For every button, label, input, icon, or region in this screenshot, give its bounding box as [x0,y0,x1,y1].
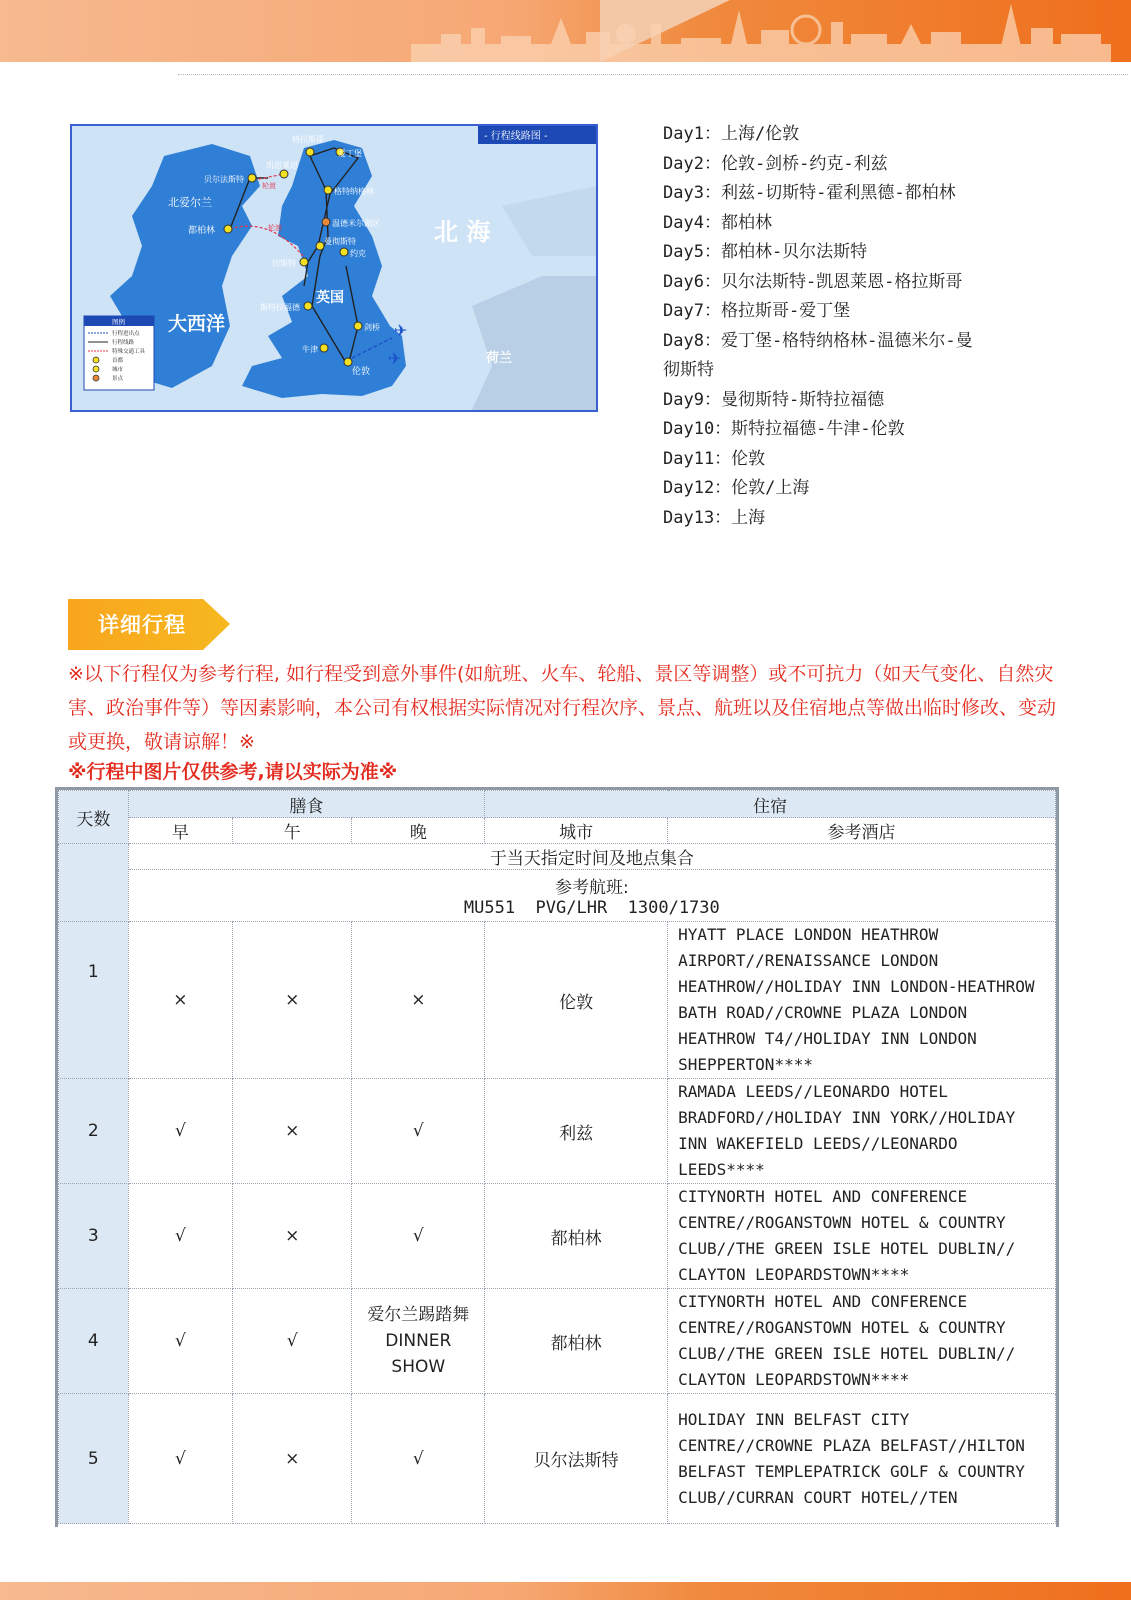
header-city: 城市 [485,818,668,844]
map-city-belfast: 贝尔法斯特 [204,175,244,184]
image-notice: ※行程中图片仅供参考,请以实际为准※ [68,761,398,783]
disclaimer-notice: ※以下行程仅为参考行程, 如行程受到意外事件(如航班、火车、轮船、景区等调整）或不可抗力（如天气变化、自然灾害、政治事件等）等因素影响，本公司有权根据实际情况对行程次序、景点、航班以及住宿地点等做出临时修改、变动或更换，敬请谅解！※ [68,663,1057,753]
legend-item: 行程线路 [112,340,135,346]
section-heading [68,599,230,650]
day-number: 3 [59,1184,129,1289]
header-dinner: 晚 [352,818,485,844]
lunch-cell: × [233,1184,352,1289]
itinerary-item: Day13：上海 [663,507,766,528]
city-cell: 利兹 [485,1079,668,1184]
map-city-london: 伦敦 [352,367,371,377]
header-divider [178,74,1128,75]
map-label-uk: 英国 [316,290,344,306]
route-map-graphic [72,126,596,410]
itinerary-item: Day12：伦敦/上海 [663,478,810,498]
flight-title: 参考航班: [554,878,629,898]
table-row [59,1079,1056,1184]
table-row [59,1184,1056,1289]
header-hotel: 参考酒店 [668,818,1056,844]
breakfast-cell: √ [128,1184,232,1289]
dinner-cell: √ [352,1184,485,1289]
city-cell: 都柏林 [485,1184,668,1289]
map-city-cairnryan: 凯恩莱恩 [266,161,298,170]
flight-info [128,870,1055,922]
map-city-oxford: 牛津 [302,345,318,354]
hotel-cell: CITYNORTH HOTEL AND CONFERENCE CENTRE//ROGANSTOWN HOTEL & COUNTRY CLUB//THE GREEN ISLE HOTEL DUBLIN// CLAYTON LEOPARDSTOWN**** [668,1184,1056,1289]
table-row [59,1289,1056,1394]
hotel-cell: HYATT PLACE LONDON HEATHROW AIRPORT//RENAISSANCE LONDON HEATHROW//HOLIDAY INN LONDON-HEATHROW BATH ROAD//CROWNE PLAZA LONDON HEATHROW T4//HOLIDAY INN LONDON SHEPPERTON**** [668,922,1056,1079]
map-city-windermere: 温德米尔湖区 [332,219,380,228]
map-ferry-label-2: 轮渡 [268,224,282,232]
map-label-northern-ireland: 北爱尔兰 [168,196,212,209]
gather-note: 于当天指定时间及地点集合 [128,844,1055,870]
breakfast-cell: √ [128,1079,232,1184]
legend-item: 行程进出点 [112,331,140,337]
map-ferry-label: 轮渡 [262,182,276,190]
dinner-cell: √ [352,1394,485,1524]
plane-icon: ✈ [394,321,408,340]
itinerary-item: Day8：爱丁堡-格特纳格林-温德米尔-曼 [663,330,973,351]
hotel-cell: CITYNORTH HOTEL AND CONFERENCE CENTRE//ROGANSTOWN HOTEL & COUNTRY CLUB//THE GREEN ISLE HOTEL DUBLIN// CLAYTON LEOPARDSTOWN**** [668,1289,1056,1394]
map-city-dublin: 都柏林 [188,226,216,236]
lunch-cell: × [233,1394,352,1524]
itinerary-item: Day4：都柏林 [663,212,772,233]
map-label-atlantic: 大西洋 [168,313,226,335]
city-skyline-illustration [411,4,1111,62]
itinerary-item: Day10：斯特拉福德-牛津-伦敦 [663,419,905,439]
legend-item: 景点 [112,376,124,382]
table-row [59,922,1056,1079]
legend-item: 首都 [112,358,124,364]
dinner-cell: 爱尔兰踢踏舞DINNER SHOW [352,1289,485,1394]
section-heading-title: 详细行程 [98,613,186,637]
map-city-stratford: 斯特拉福德 [260,303,300,312]
breakfast-cell: √ [128,1394,232,1524]
map-title-tag: - 行程线路图 - [484,131,548,142]
dinner-cell: √ [352,1079,485,1184]
itinerary-item: Day2：伦敦-剑桥-约克-利兹 [663,153,888,174]
header-breakfast: 早 [128,818,232,844]
legend-title: 图例 [112,318,125,326]
map-city-edinburgh: 爱丁堡 [338,149,362,158]
breakfast-cell: √ [128,1289,232,1394]
itinerary-item: Day9：曼彻斯特-斯特拉福德 [663,389,885,410]
lunch-cell: × [233,1079,352,1184]
hotel-cell: HOLIDAY INN BELFAST CITY CENTRE//CROWNE PLAZA BELFAST//HILTON BELFAST TEMPLEPATRICK GOLF & COUNTRY CLUB//CURRAN COURT HOTEL//TEN [668,1394,1056,1524]
schedule-table [58,790,1056,1524]
flight-number: MU551 PVG/LHR 1300/1730 [463,898,720,918]
itinerary-item: Day6：贝尔法斯特-凯恩莱恩-格拉斯哥 [663,271,963,292]
day-number: 4 [59,1289,129,1394]
itinerary-list [663,120,1043,533]
itinerary-item: Day7：格拉斯哥-爱丁堡 [663,301,851,321]
legend-item: 城市 [112,367,124,373]
map-city-york: 约克 [350,249,366,258]
header-day: 天数 [59,791,129,844]
map-city-manchester: 曼彻斯特 [324,237,356,246]
itinerary-item: Day5：都柏林-贝尔法斯特 [663,242,868,262]
map-label-north-sea: 北 海 [434,218,491,246]
city-cell: 贝尔法斯特 [485,1394,668,1524]
header-meals: 膳食 [128,791,485,818]
map-city-cambridge: 剑桥 [364,323,380,332]
city-cell: 都柏林 [485,1289,668,1394]
header-stay: 住宿 [485,791,1056,818]
day-number: 1 [59,922,129,1079]
itinerary-item: Day3：利兹-切斯特-霍利黑德-都柏林 [663,183,956,203]
dinner-cell: × [352,922,485,1079]
header-lunch: 午 [233,818,352,844]
header-band [0,0,1131,62]
map-label-netherlands: 荷兰 [486,351,513,366]
lunch-cell: √ [233,1289,352,1394]
route-map [70,124,598,412]
map-city-glasgow: 格拉斯哥 [292,135,324,144]
table-row [59,1394,1056,1524]
map-legend [84,316,154,390]
footer-band [0,1582,1131,1600]
itinerary-item: Day11：伦敦 [663,448,766,469]
city-cell: 伦敦 [485,922,668,1079]
map-city-chester: 切斯特 [272,259,296,268]
itinerary-item: 彻斯特 [663,360,714,380]
breakfast-cell: × [128,922,232,1079]
hotel-cell: RAMADA LEEDS//LEONARDO HOTEL BRADFORD//HOLIDAY INN YORK//HOLIDAY INN WAKEFIELD LEEDS//LEONARDO LEEDS**** [668,1079,1056,1184]
day-number: 2 [59,1079,129,1184]
plane-icon: ✈ [388,349,402,368]
map-city-gretna-green: 格特纳格林 [334,187,374,196]
lunch-cell: × [233,922,352,1079]
schedule-table-wrapper [55,787,1059,1527]
day-number: 5 [59,1394,129,1524]
itinerary-item: Day1：上海/伦敦 [663,124,800,144]
day-cell-empty [59,844,129,922]
legend-item: 特殊交通工具 [112,349,146,355]
